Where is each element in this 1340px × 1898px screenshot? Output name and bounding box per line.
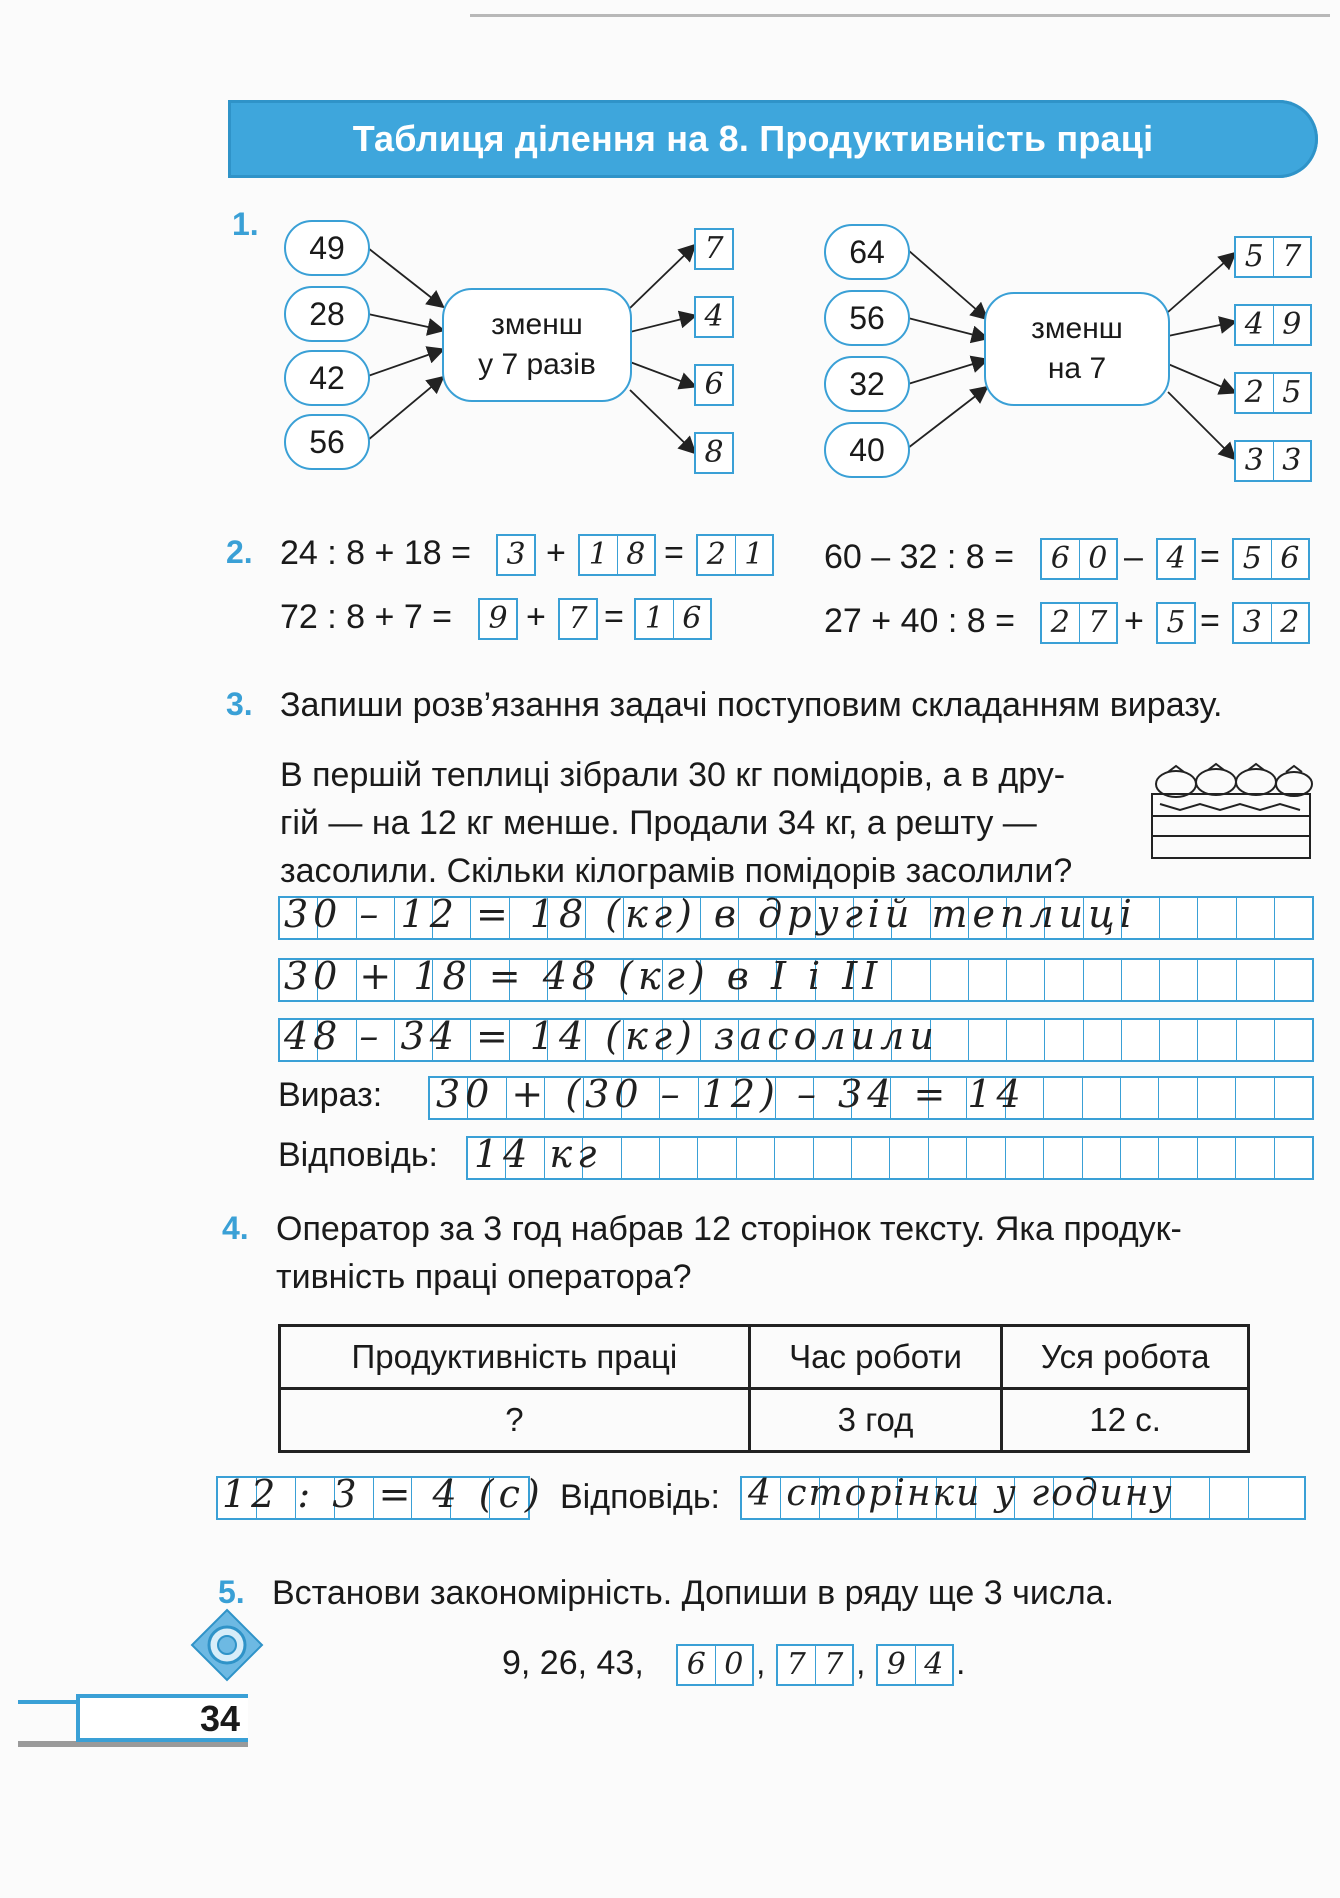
digit: 5 (1236, 238, 1274, 276)
sequence: 9, 26, 43, (502, 1644, 644, 1682)
input-oval: 42 (284, 350, 370, 406)
digit: 3 (1234, 604, 1272, 642)
table-cell: 3 год (749, 1389, 1002, 1452)
digit: 4 (924, 1647, 944, 1682)
answer-cell[interactable] (1234, 236, 1312, 278)
rule-line: на 7 (1047, 352, 1107, 385)
digit: 2 (1236, 374, 1274, 412)
input-oval: 56 (284, 414, 370, 470)
task4-text: Оператор за 3 год набрав 12 сторінок тексту. Яка продук- (276, 1210, 1182, 1248)
answer-value: 4 сторінки у годину (748, 1473, 1174, 1514)
answer-cell[interactable] (1234, 304, 1312, 346)
operator: + (546, 534, 566, 572)
digit: 0 (724, 1647, 744, 1682)
digit: 6 (1042, 540, 1080, 578)
answer-cell[interactable]: 6 (694, 364, 734, 406)
task1-arrows (0, 0, 1340, 500)
digit: 8 (626, 537, 646, 572)
rule-line: у 7 разів (478, 348, 596, 381)
table-header: Час роботи (749, 1326, 1002, 1389)
digit: 6 (678, 1646, 716, 1684)
task5-text: Встанови закономірність. Допиши в ряду ще 3 числа. (272, 1574, 1115, 1612)
input-oval: 64 (824, 224, 910, 280)
answer-cell[interactable] (1040, 538, 1118, 580)
expression-answer: 30 + (30 – 12) – 34 = 14 (436, 1072, 1026, 1116)
equals: = (1200, 538, 1220, 576)
problem-line: гій — на 12 кг менше. Продали 34 кг, а решту — (280, 804, 1037, 842)
digit: 4 (1236, 306, 1274, 344)
task1-number: 1. (232, 206, 259, 242)
digit: 7 (1282, 239, 1302, 274)
separator: , (756, 1644, 766, 1682)
answer-cell[interactable]: 8 (694, 432, 734, 474)
table-header: Продуктивність праці (280, 1326, 750, 1389)
answer-cell[interactable] (1232, 602, 1310, 644)
answer-cell[interactable] (876, 1644, 954, 1686)
digit: 5 (1234, 540, 1272, 578)
answer-cell[interactable]: 7 (694, 228, 734, 270)
answer-cell[interactable] (1232, 538, 1310, 580)
diamond-target-icon (190, 1608, 264, 1682)
task4-text: тивність праці оператора? (276, 1258, 692, 1296)
answer-cell[interactable] (578, 534, 656, 576)
equals: = (604, 598, 624, 636)
digit: 5 (1282, 375, 1302, 410)
digit: 7 (778, 1646, 816, 1684)
equals: = (1200, 602, 1220, 640)
table-cell: ? (280, 1389, 750, 1452)
task2-number: 2. (226, 534, 253, 570)
answer-cell[interactable]: 5 (1156, 602, 1196, 644)
section-title: Таблиця ділення на 8. Продуктивність праці (352, 118, 1154, 159)
digit: 2 (698, 536, 736, 574)
answer-label: Відповідь: (278, 1136, 439, 1174)
digit: 1 (744, 537, 764, 572)
work-table (278, 1324, 1250, 1453)
input-oval: 32 (824, 356, 910, 412)
rule-box (442, 288, 632, 402)
digit: 7 (1088, 605, 1108, 640)
input-oval: 49 (284, 220, 370, 276)
answer-cell[interactable]: 4 (694, 296, 734, 338)
rule-line: зменш (1031, 312, 1123, 345)
separator: , (856, 1644, 866, 1682)
input-oval: 40 (824, 422, 910, 478)
digit: 7 (824, 1647, 844, 1682)
expression: 60 – 32 : 8 = (824, 538, 1014, 576)
answer-cell[interactable] (634, 598, 712, 640)
answer-cell[interactable]: 4 (1156, 538, 1196, 580)
calc-line: 12 : 3 = 4 (с) (222, 1472, 545, 1516)
operator: + (526, 598, 546, 636)
answer-cell[interactable] (1234, 372, 1312, 414)
solution-line: 30 + 18 = 48 (кг) в I і II (284, 954, 883, 998)
period: . (956, 1644, 966, 1682)
answer-cell[interactable] (696, 534, 774, 576)
page-number: 34 (200, 1698, 241, 1739)
solution-line: 48 – 34 = 14 (кг) засолили (284, 1014, 939, 1058)
answer-label: Відповідь: (560, 1478, 721, 1516)
answer-cell[interactable]: 9 (478, 598, 518, 640)
answer-cell[interactable] (1040, 602, 1118, 644)
answer-cell[interactable]: 7 (558, 598, 598, 640)
expression: 72 : 8 + 7 = (280, 598, 453, 636)
equals: = (664, 534, 684, 572)
rule-box (984, 292, 1170, 406)
tomato-crate-icon (1146, 756, 1316, 864)
digit: 0 (1088, 541, 1108, 576)
solution-line: 30 – 12 = 18 (кг) в другій теплиці (284, 892, 1137, 936)
digit: 1 (636, 600, 674, 638)
task5-number: 5. (218, 1574, 245, 1610)
rule-line: зменш (491, 308, 583, 341)
answer-cell[interactable] (776, 1644, 854, 1686)
answer-value: 14 кг (474, 1132, 602, 1176)
input-oval: 56 (824, 290, 910, 346)
digit: 2 (1280, 605, 1300, 640)
digit: 9 (1282, 307, 1302, 342)
table-cell: 12 с. (1002, 1389, 1249, 1452)
digit: 2 (1042, 604, 1080, 642)
task3-instruction: Запиши розв’язання задачі поступовим складанням виразу. (280, 686, 1223, 724)
table-header: Уся робота (1002, 1326, 1249, 1389)
expression: 27 + 40 : 8 = (824, 602, 1015, 640)
problem-line: засолили. Скільки кілограмів помідорів засолили? (280, 852, 1073, 890)
digit: 6 (682, 601, 702, 636)
answer-cell[interactable] (676, 1644, 754, 1686)
task4-number: 4. (222, 1210, 249, 1246)
digit: 3 (1236, 442, 1274, 480)
operator: + (1124, 602, 1144, 640)
operator: – (1124, 538, 1143, 576)
task3-number: 3. (226, 686, 253, 722)
digit: 6 (1280, 541, 1300, 576)
expression-label: Вираз: (278, 1076, 383, 1114)
problem-line: В першій теплиці зібрали 30 кг помідорів, а в дру- (280, 756, 1066, 794)
digit: 1 (580, 536, 618, 574)
input-oval: 28 (284, 286, 370, 342)
digit: 9 (878, 1646, 916, 1684)
digit: 3 (1282, 443, 1302, 478)
answer-cell[interactable] (1234, 440, 1312, 482)
expression: 24 : 8 + 18 = (280, 534, 471, 572)
answer-cell[interactable]: 3 (496, 534, 536, 576)
